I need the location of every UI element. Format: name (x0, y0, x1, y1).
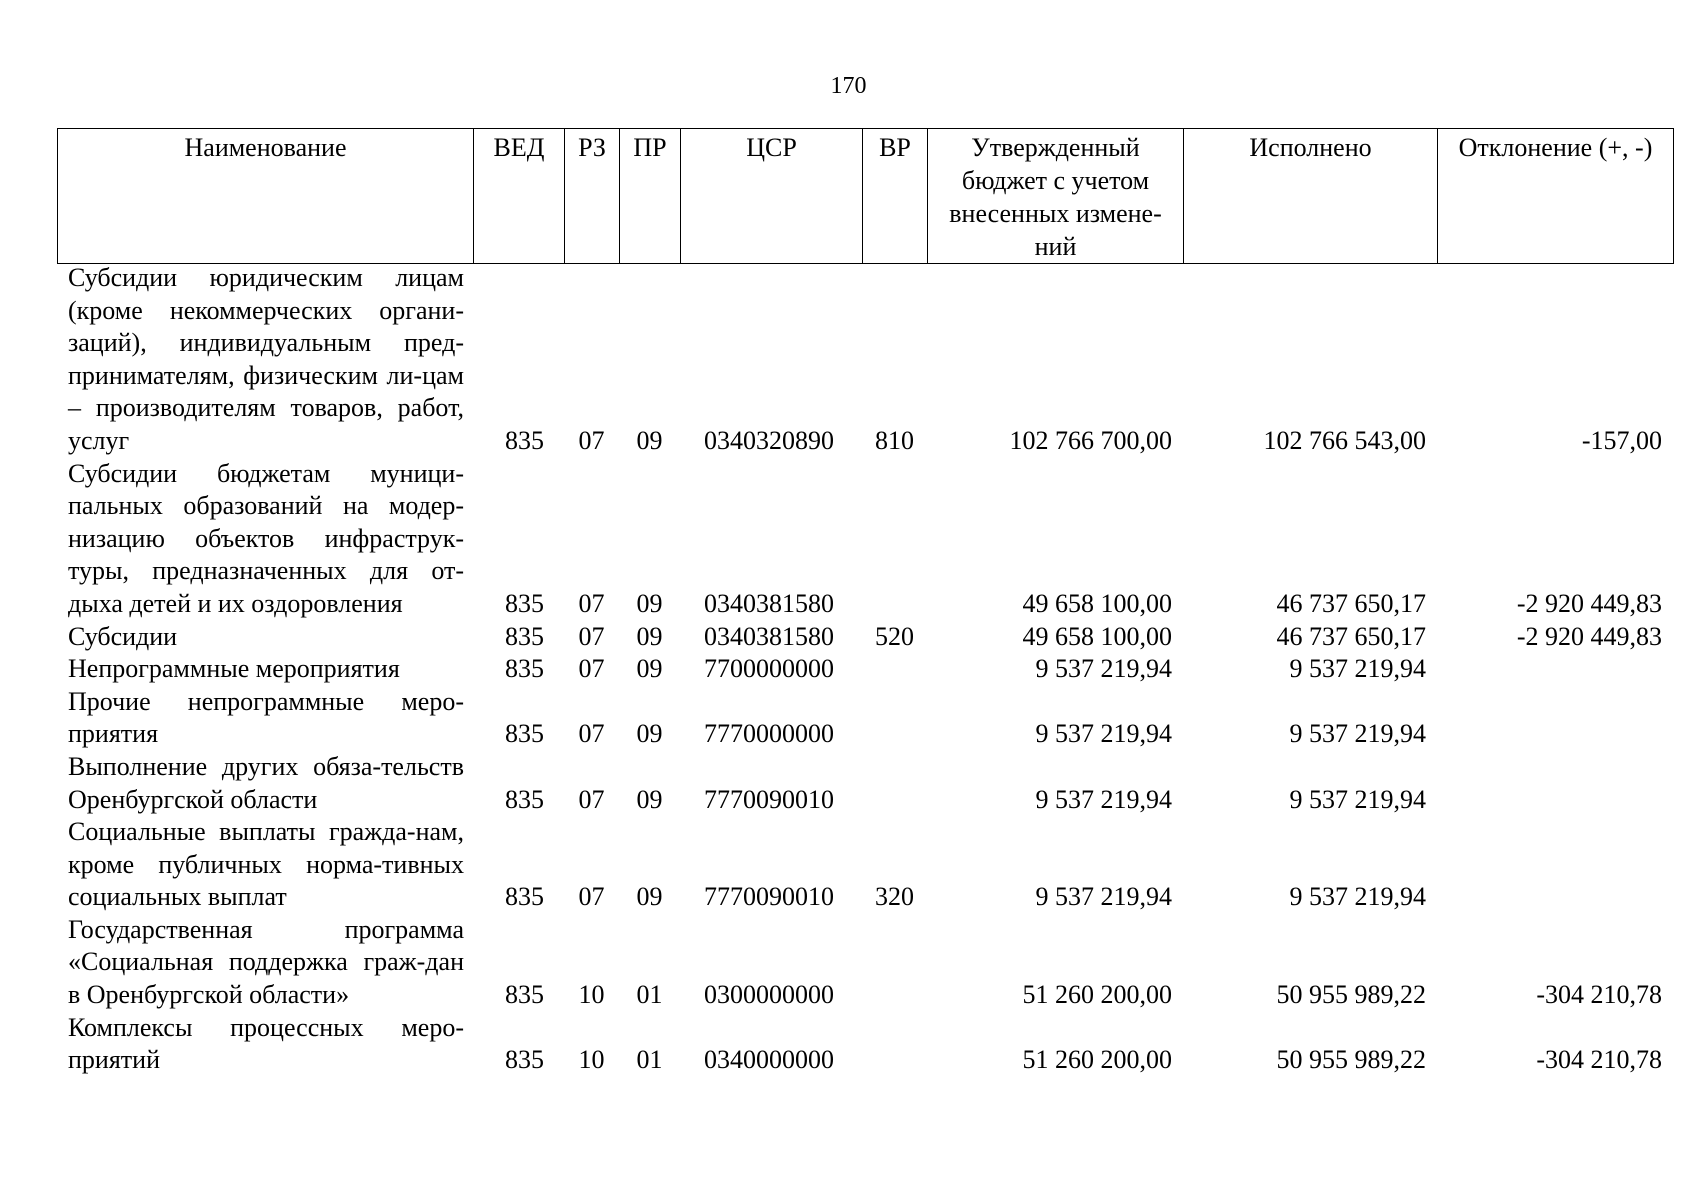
table-row (57, 751, 1673, 816)
table-header (57, 128, 1674, 264)
row-executed: 46 737 650,17 (1276, 588, 1426, 618)
row-csr: 7770090010 (704, 784, 834, 814)
row-executed: 102 766 543,00 (1263, 425, 1426, 455)
header-pr: ПР (620, 129, 681, 264)
row-ved: 835 (505, 784, 544, 814)
row-pr: 01 (636, 980, 663, 1010)
row-rz: 07 (578, 719, 605, 749)
row-vr (862, 686, 927, 751)
row-executed: 9 537 219,94 (1289, 784, 1426, 814)
table-row (57, 653, 1673, 686)
row-vr (862, 1012, 927, 1077)
row-deviation (1437, 686, 1673, 751)
row-approved-budget: 9 537 219,94 (1035, 654, 1172, 684)
row-csr: 7770090010 (704, 882, 834, 912)
row-ved: 835 (505, 654, 544, 684)
row-executed: 9 537 219,94 (1289, 882, 1426, 912)
row-name: Выполнение других обяза-тельств Оренбургской области (68, 751, 464, 814)
row-rz: 07 (578, 654, 605, 684)
row-pr: 09 (636, 784, 663, 814)
row-deviation: -2 920 449,83 (1516, 621, 1662, 651)
row-csr: 0340000000 (704, 1045, 834, 1075)
row-vr (862, 653, 927, 686)
row-ved: 835 (505, 425, 544, 455)
row-pr: 09 (636, 588, 663, 618)
header-executed: Исполнено (1184, 129, 1438, 264)
row-rz: 07 (578, 425, 605, 455)
header-name: Наименование (58, 129, 474, 264)
row-name: Государственная программа «Социальная поддержка граж-дан в Оренбургской области» (68, 914, 464, 1010)
row-pr: 09 (636, 654, 663, 684)
row-vr: 520 (875, 621, 914, 651)
row-name: Субсидии (68, 621, 178, 651)
row-rz: 10 (578, 980, 605, 1010)
header-csr: ЦСР (681, 129, 863, 264)
page-number: 170 (830, 73, 867, 99)
row-name: Субсидии бюджетам муници-пальных образований на модер-низацию объектов инфраструк-туры, предназначенных для от-дыха детей и их оздоровления (68, 458, 464, 618)
row-vr (862, 458, 927, 621)
row-approved-budget: 51 260 200,00 (1022, 980, 1172, 1010)
row-approved-budget: 102 766 700,00 (1009, 425, 1172, 455)
row-csr: 7770000000 (704, 719, 834, 749)
header-vr: ВР (863, 129, 928, 264)
row-pr: 01 (636, 1045, 663, 1075)
row-ved: 835 (505, 980, 544, 1010)
row-rz: 07 (578, 882, 605, 912)
row-approved-budget: 49 658 100,00 (1022, 588, 1172, 618)
row-vr: 320 (875, 882, 914, 912)
table-row (57, 686, 1673, 751)
row-vr (862, 751, 927, 816)
table-row (57, 262, 1673, 458)
row-approved-budget: 9 537 219,94 (1035, 719, 1172, 749)
row-ved: 835 (505, 719, 544, 749)
row-executed: 46 737 650,17 (1276, 621, 1426, 651)
row-deviation (1437, 653, 1673, 686)
row-csr: 0300000000 (704, 980, 834, 1010)
row-rz: 07 (578, 588, 605, 618)
row-ved: 835 (505, 588, 544, 618)
row-executed: 9 537 219,94 (1289, 719, 1426, 749)
row-deviation: -304 210,78 (1536, 1045, 1662, 1075)
row-ved: 835 (505, 882, 544, 912)
row-csr: 0340320890 (704, 425, 834, 455)
row-rz: 07 (578, 784, 605, 814)
row-deviation: -2 920 449,83 (1516, 588, 1662, 618)
row-name: Непрограммные мероприятия (68, 654, 400, 684)
header-rz: РЗ (565, 129, 620, 264)
header-approved-budget: Утвержденный бюджет с учетом внесенных измене-ний (928, 129, 1184, 264)
row-approved-budget: 51 260 200,00 (1022, 1045, 1172, 1075)
row-approved-budget: 49 658 100,00 (1022, 621, 1172, 651)
header-ved: ВЕД (474, 129, 565, 264)
row-csr: 0340381580 (704, 588, 834, 618)
row-name: Прочие непрограммные меро-приятия (68, 686, 464, 749)
row-pr: 09 (636, 621, 663, 651)
row-name: Субсидии юридическим лицам (кроме некоммерческих органи-заций), индивидуальным пред-принимателям, физическим ли-цам – производителям товаров, работ, услуг (68, 263, 464, 455)
row-csr: 7700000000 (704, 654, 834, 684)
row-deviation: -304 210,78 (1536, 980, 1662, 1010)
table-row (57, 816, 1673, 914)
budget-table-body (57, 262, 1673, 1077)
row-approved-budget: 9 537 219,94 (1035, 784, 1172, 814)
row-csr: 0340381580 (704, 621, 834, 651)
table-row (57, 914, 1673, 1012)
row-name: Комплексы процессных меро-приятий (68, 1012, 464, 1075)
row-deviation: -157,00 (1581, 425, 1662, 455)
row-ved: 835 (505, 1045, 544, 1075)
row-pr: 09 (636, 719, 663, 749)
row-executed: 50 955 989,22 (1276, 1045, 1426, 1075)
row-ved: 835 (505, 621, 544, 651)
row-approved-budget: 9 537 219,94 (1035, 882, 1172, 912)
table-row (57, 1012, 1673, 1077)
row-pr: 09 (636, 425, 663, 455)
row-deviation (1437, 751, 1673, 816)
row-executed: 9 537 219,94 (1289, 654, 1426, 684)
row-vr (862, 914, 927, 1012)
row-rz: 07 (578, 621, 605, 651)
row-executed: 50 955 989,22 (1276, 980, 1426, 1010)
table-row (57, 621, 1673, 654)
table-row (57, 458, 1673, 621)
row-rz: 10 (578, 1045, 605, 1075)
row-vr: 810 (875, 425, 914, 455)
header-deviation: Отклонение (+, -) (1438, 129, 1674, 264)
row-deviation (1437, 816, 1673, 914)
row-name: Социальные выплаты гражда-нам, кроме публичных норма-тивных социальных выплат (68, 817, 464, 912)
row-pr: 09 (636, 882, 663, 912)
